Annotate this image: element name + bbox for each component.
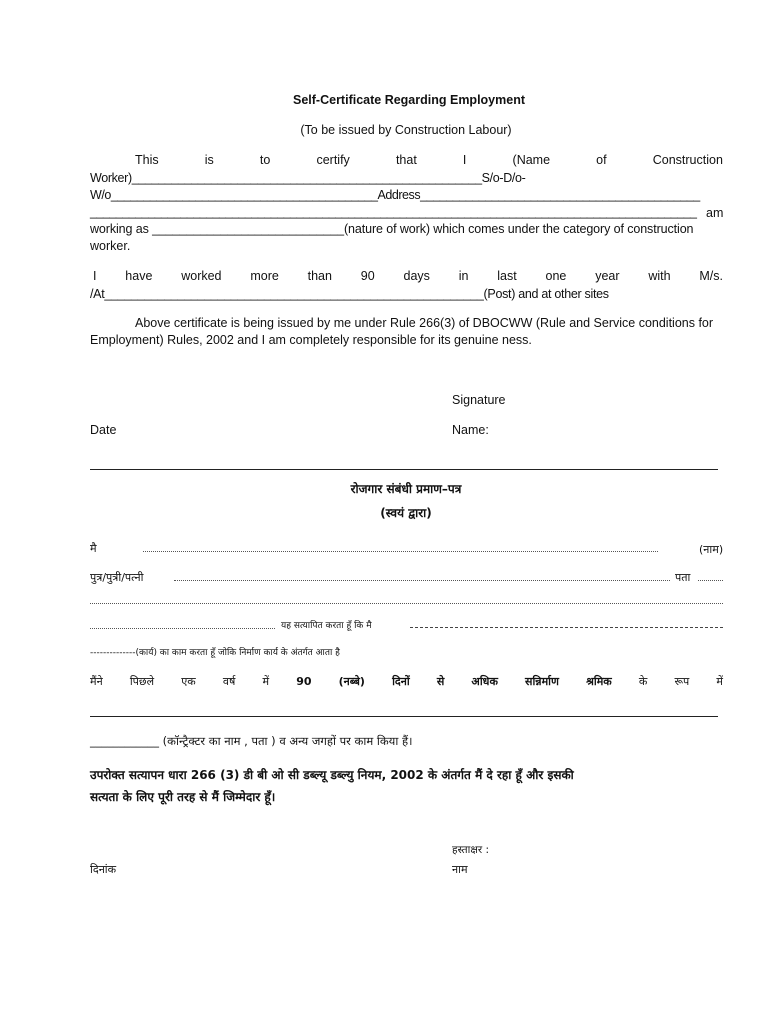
hindi-date-label: दिनांक xyxy=(90,863,117,876)
name-label: Name: xyxy=(452,423,489,437)
para3-line1: Above certificate is being issued by me under Rule 266(3) of DBOCWW (Rule and Service conditions for xyxy=(135,316,714,330)
dashed-fill-line xyxy=(410,627,723,628)
hindi-row2-label: पुत्र/पुत्री/पत्नी xyxy=(90,571,144,584)
word: I xyxy=(462,153,467,167)
hindi-row5: --------------(कार्य) का काम करता हूँ जोकि निर्माण कार्य के अंतर्गत आता है xyxy=(90,648,340,658)
word: पिछले xyxy=(129,675,155,688)
hindi-row2-address: पता xyxy=(675,571,691,584)
para1-line1 xyxy=(135,152,723,168)
hindi-row6 xyxy=(90,674,723,690)
word: श्रमिक xyxy=(586,675,612,688)
word: I xyxy=(93,269,97,283)
word: 90 xyxy=(360,269,375,283)
hindi-subtitle: (स्वयं द्वारा) xyxy=(380,506,432,520)
word: of xyxy=(596,153,607,167)
dotted-fill-line xyxy=(90,628,275,629)
para1-line3: W/o_________________________________________Address___________________________________________ xyxy=(90,188,700,202)
word: worked xyxy=(181,269,222,283)
word: के xyxy=(638,675,648,688)
word: (नब्बे) xyxy=(338,675,365,688)
dotted-fill-line xyxy=(698,580,723,581)
para3-line2: Employment) Rules, 2002 and I am completely responsible for its genuine ness. xyxy=(90,333,532,347)
word: 90 xyxy=(296,675,312,688)
word: more xyxy=(250,269,279,283)
word: रूप xyxy=(674,675,690,688)
word: वर्ष xyxy=(222,675,236,688)
para1-line2: Worker)_____________________________________________________S/o-D/o- xyxy=(90,171,526,185)
word: से xyxy=(436,675,445,688)
hindi-para-line1: उपरोक्त सत्यापन धारा 266 (3) डी बी ओ सी डब्ल्यू डब्ल्यु नियम, 2002 के अंतर्गत मैं दे रहा हूँ और इसकी xyxy=(90,768,574,782)
word: (Name xyxy=(512,153,551,167)
word: is xyxy=(204,153,214,167)
section-divider xyxy=(90,469,718,470)
word: in xyxy=(458,269,469,283)
signature-label: Signature xyxy=(452,393,506,407)
word: year xyxy=(595,269,620,283)
dotted-fill-line xyxy=(174,580,670,581)
certificate-subtitle: (To be issued by Construction Labour) xyxy=(300,123,512,137)
word: certify xyxy=(316,153,350,167)
para1-line5: working as ____________________________(nature of work) which comes under the category of construction xyxy=(90,222,694,236)
word: This xyxy=(135,153,159,167)
word: last xyxy=(497,269,517,283)
date-label: Date xyxy=(90,423,117,437)
hindi-row1-label: मै xyxy=(90,542,97,555)
word: में xyxy=(716,675,723,688)
hindi-para-line2: सत्यता के लिए पूरी तरह से मैं जिम्मेदार हूँ। xyxy=(90,790,276,804)
word: days xyxy=(403,269,430,283)
word: than xyxy=(307,269,332,283)
hindi-name-label: नाम xyxy=(452,863,468,876)
certificate-title: Self-Certificate Regarding Employment xyxy=(293,93,525,107)
word: अधिक xyxy=(471,675,498,688)
word: Construction xyxy=(652,153,723,167)
para1-line6: worker. xyxy=(90,239,131,253)
word: have xyxy=(125,269,153,283)
word: that xyxy=(395,153,417,167)
word: एक xyxy=(181,675,196,688)
word: दिनों xyxy=(392,675,410,688)
hindi-row4-text: यह सत्यापित करता हूँ कि मै xyxy=(281,621,372,631)
hindi-title: रोजगार संबंधी प्रमाण–पत्र xyxy=(350,482,462,496)
word: to xyxy=(259,153,271,167)
para1-line4-end: am xyxy=(706,206,724,220)
dotted-fill-line xyxy=(143,551,658,552)
para1-line4-blank: ______________________________________________________________________________________________ xyxy=(90,205,697,219)
dotted-fill-line xyxy=(90,603,723,604)
word: M/s. xyxy=(699,269,723,283)
hindi-row8: ____________ (कॉन्ट्रैक्टर का नाम , पता ) व अन्य जगहों पर काम किया हैं। xyxy=(90,734,413,748)
hindi-signature-label: हस्ताक्षर : xyxy=(452,844,490,856)
word: में xyxy=(262,675,270,688)
para2-line2: /At_________________________________________________________(Post) and at other sites xyxy=(90,287,609,301)
word: with xyxy=(648,269,671,283)
word: सन्निर्माण xyxy=(525,675,559,688)
para2-line1 xyxy=(93,268,723,284)
hindi-row1-name: (नाम) xyxy=(699,543,724,556)
word: one xyxy=(545,269,567,283)
word: मैंने xyxy=(90,675,103,688)
fill-line xyxy=(90,716,718,717)
